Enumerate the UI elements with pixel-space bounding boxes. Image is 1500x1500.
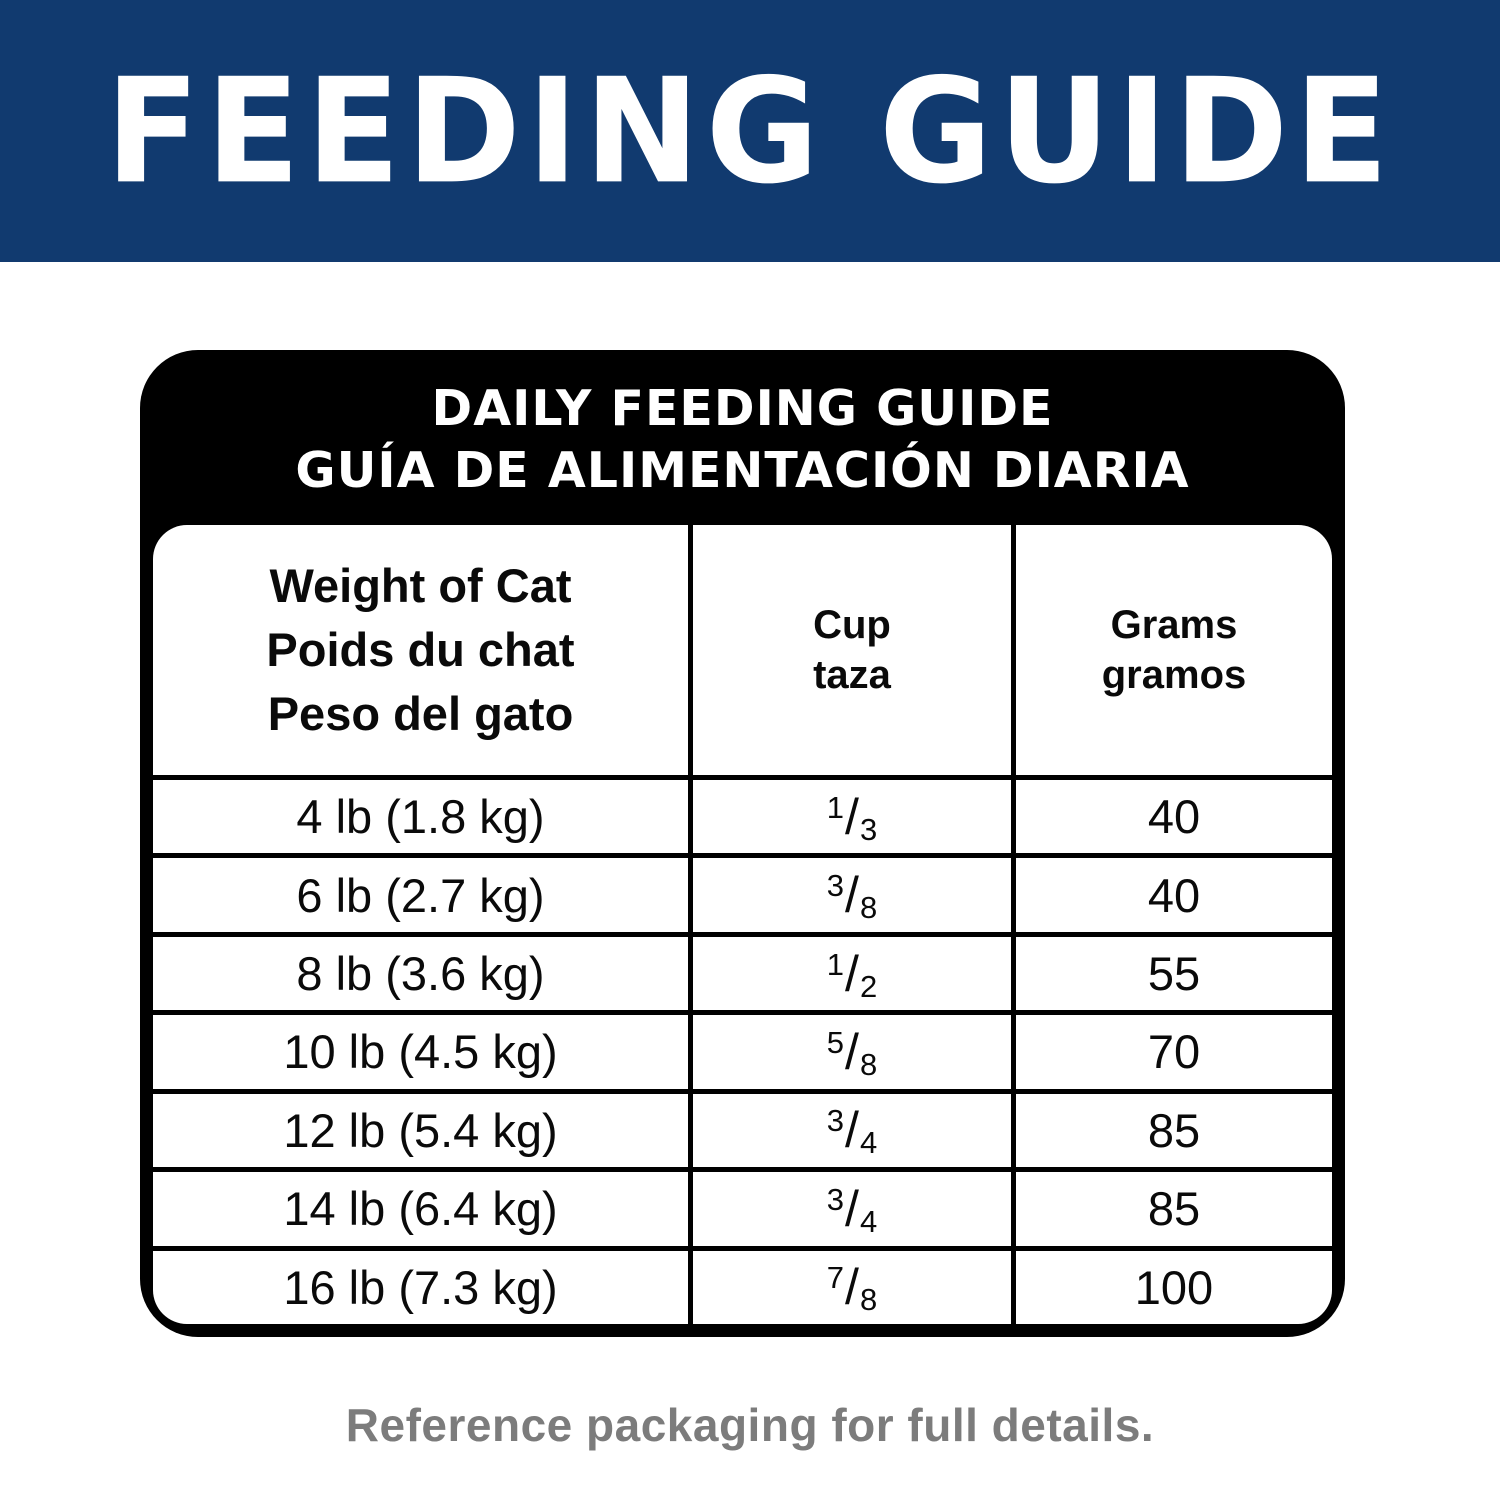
card-title-line-es: GUÍA DE ALIMENTACIÓN DIARIA	[295, 442, 1190, 499]
card-title	[140, 378, 1345, 502]
fraction-denominator: 8	[859, 1046, 878, 1082]
fraction-numerator: 7	[826, 1260, 845, 1296]
grams-cell: 70	[1016, 1010, 1332, 1088]
weight-cell: 4 lb (1.8 kg)	[153, 775, 693, 853]
header-grams-line-en: Grams	[1110, 603, 1238, 647]
weight-cell: 8 lb (3.6 kg)	[153, 932, 693, 1010]
header-weight-line-es: Peso del gato	[267, 687, 574, 740]
banner	[0, 0, 1500, 262]
header-cup-line-en: Cup	[813, 603, 891, 647]
grams-cell: 85	[1016, 1089, 1332, 1167]
cup-cell	[693, 775, 1016, 853]
fraction-numerator: 3	[826, 1103, 845, 1139]
grams-cell: 55	[1016, 932, 1332, 1010]
header-weight-line-en: Weight of Cat	[269, 559, 572, 612]
fraction-denominator: 4	[859, 1203, 878, 1239]
fraction-denominator: 4	[859, 1125, 878, 1161]
card-title-line-en: DAILY FEEDING GUIDE	[431, 380, 1054, 437]
fraction-numerator: 3	[826, 868, 845, 904]
cup-fraction	[827, 1180, 877, 1238]
cup-cell	[693, 932, 1016, 1010]
cup-fraction	[827, 945, 877, 1003]
weight-cell: 6 lb (2.7 kg)	[153, 853, 693, 931]
fraction-slash: /	[845, 1180, 859, 1237]
cup-fraction	[827, 788, 877, 846]
header-weight-line-fr: Poids du chat	[266, 623, 575, 676]
cup-cell	[693, 1167, 1016, 1245]
fraction-slash: /	[845, 1102, 859, 1159]
cup-fraction	[827, 1258, 877, 1316]
cup-fraction	[827, 1101, 877, 1159]
grams-cell: 100	[1016, 1246, 1332, 1324]
header-grams	[1016, 525, 1332, 775]
grams-cell: 40	[1016, 853, 1332, 931]
weight-cell: 10 lb (4.5 kg)	[153, 1010, 693, 1088]
fraction-denominator: 8	[859, 890, 878, 926]
weight-cell: 12 lb (5.4 kg)	[153, 1089, 693, 1167]
cup-cell	[693, 1089, 1016, 1167]
header-cup	[693, 525, 1016, 775]
fraction-numerator: 1	[826, 946, 845, 982]
feeding-table	[153, 525, 1332, 1324]
grams-cell: 40	[1016, 775, 1332, 853]
fraction-denominator: 3	[859, 811, 878, 847]
cup-cell	[693, 1010, 1016, 1088]
fraction-numerator: 3	[826, 1181, 845, 1217]
fraction-slash: /	[845, 788, 859, 845]
header-weight-of-cat	[153, 525, 693, 775]
fraction-numerator: 5	[826, 1024, 845, 1060]
weight-cell: 14 lb (6.4 kg)	[153, 1167, 693, 1245]
cup-fraction	[827, 1023, 877, 1081]
weight-cell: 16 lb (7.3 kg)	[153, 1246, 693, 1324]
cup-fraction	[827, 866, 877, 924]
fraction-slash: /	[845, 867, 859, 924]
page-title: FEEDING GUIDE	[105, 46, 1395, 216]
fraction-numerator: 1	[826, 789, 845, 825]
fraction-slash: /	[845, 1259, 859, 1316]
fraction-denominator: 8	[859, 1282, 878, 1318]
daily-feeding-guide-card	[140, 350, 1345, 1337]
cup-cell	[693, 853, 1016, 931]
fraction-slash: /	[845, 945, 859, 1002]
footer-note: Reference packaging for full details.	[345, 1399, 1155, 1451]
fraction-denominator: 2	[859, 968, 878, 1004]
header-cup-line-es: taza	[813, 653, 891, 697]
header-grams-line-es: gramos	[1101, 653, 1247, 697]
grams-cell: 85	[1016, 1167, 1332, 1245]
cup-cell	[693, 1246, 1016, 1324]
fraction-slash: /	[845, 1023, 859, 1080]
